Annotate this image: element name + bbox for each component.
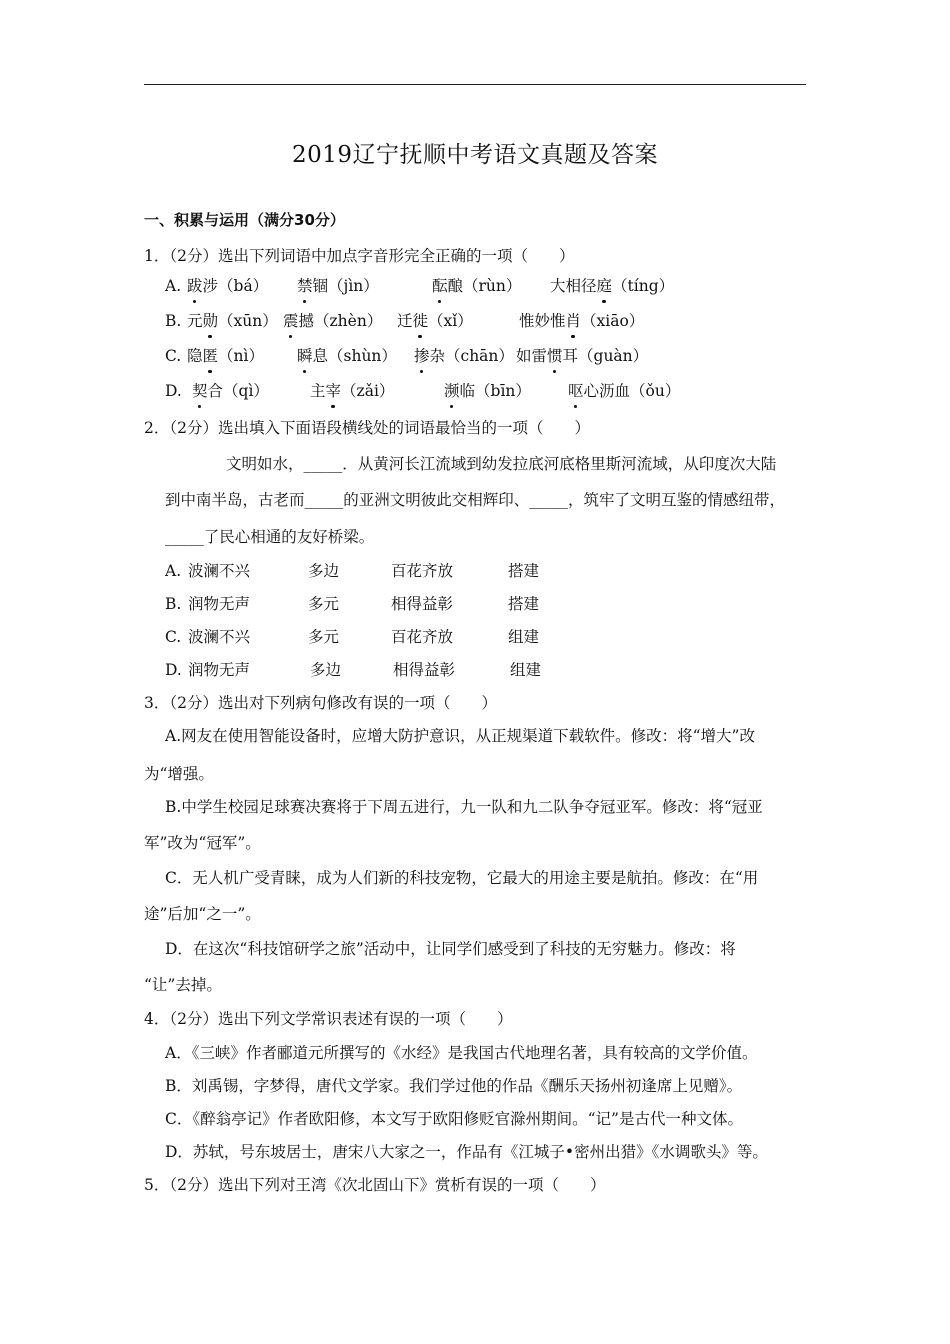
q2-passage-line2: 到中南半岛，古老而_____的亚洲文明彼此交相辉印、_____，筑牢了文明互鉴的情感纽带， bbox=[165, 491, 786, 509]
page-title: 2019辽宁抚顺中考语文真题及答案 bbox=[291, 142, 659, 168]
q2-stem: 2．（2分）选出填入下面语段横线处的词语最恰当的一项（ ） bbox=[144, 419, 590, 437]
q4-option-b: B．刘禹锡，字梦得，唐代文学家。我们学过他的作品《酬乐天扬州初逢席上见赠》。 bbox=[165, 1077, 743, 1095]
q1-c-word2: 瞬息（shùn） bbox=[297, 347, 397, 365]
q1-a-word1: 跋涉（bá） bbox=[187, 277, 269, 295]
q4-option-d: D．苏轼，号东坡居士，唐宋八大家之一，作品有《江城子•密州出猎》《水调歌头》等。 bbox=[165, 1143, 768, 1161]
q3-option-c-line2: 途”后加“之一”。 bbox=[144, 905, 261, 923]
q1-c-word1: 隐匿（nì） bbox=[187, 347, 264, 365]
q3-option-d-line2: “让”去掉。 bbox=[144, 976, 222, 994]
q1-a-word3: 酝酿（rùn） bbox=[432, 277, 522, 295]
header-rule bbox=[144, 84, 806, 85]
q3-stem: 3．（2分）选出对下列病句修改有误的一项（ ） bbox=[144, 694, 497, 712]
q5-stem: 5．（2分）选出下列对王湾《次北固山下》赏析有误的一项（ ） bbox=[144, 1176, 606, 1194]
q1-d-word4: 呕心沥血（ǒu） bbox=[568, 382, 681, 400]
q3-option-b-line2: 军”改为“冠军”。 bbox=[144, 834, 261, 852]
q1-b-word2: 震撼（zhèn） bbox=[283, 312, 383, 330]
q3-option-a-line2: 为“增强。 bbox=[144, 765, 214, 783]
q1-d-word1: 契合（qì） bbox=[192, 382, 269, 400]
q4-stem: 4．（2分）选出下列文学常识表述有误的一项（ ） bbox=[144, 1010, 513, 1028]
q4-option-a: A．《三峡》作者郦道元所撰写的《水经》是我国古代地理名著，具有较高的文学价值。 bbox=[165, 1044, 758, 1062]
q1-b-word1: 元勋（xūn） bbox=[187, 312, 278, 330]
q1-b-word4: 惟妙惟肖（xiāo） bbox=[519, 312, 645, 330]
q1-c-word3: 掺杂（chān） bbox=[414, 347, 514, 365]
q1-a-word4: 大相径庭（tíng） bbox=[550, 277, 675, 295]
q2-passage-line3: _____了民心相通的友好桥梁。 bbox=[165, 528, 375, 546]
q1-stem: 1．（2分）选出下列词语中加点字音形完全正确的一项（ ） bbox=[144, 247, 575, 265]
q1-c-word4: 如雷惯耳（guàn） bbox=[516, 347, 649, 365]
q1-d-word2: 主宰（zǎi） bbox=[310, 382, 395, 400]
q4-option-c: C．《醉翁亭记》作者欧阳修，本文写于欧阳修贬官滁州期间。“记”是古代一种文体。 bbox=[165, 1110, 743, 1128]
section-heading: 一、积累与运用（满分30分） bbox=[144, 211, 345, 229]
q1-a-word2: 禁锢（jìn） bbox=[297, 277, 379, 295]
q1-b-word3: 迁徙（xǐ） bbox=[397, 312, 473, 330]
q3-option-c-line1: C．无人机广受青睐，成为人们新的科技宠物，它最大的用途主要是航拍。修改：在“用 bbox=[165, 869, 759, 887]
q1-d-word3: 濒临（bīn） bbox=[444, 382, 531, 400]
q3-option-a-line1: A.网友在使用智能设备时，应增大防护意识，从正规渠道下载软件。修改：将“增大”改 bbox=[165, 727, 755, 745]
q3-option-d-line1: D．在这次“科技馆研学之旅”活动中，让同学们感受到了科技的无穷魅力。修改：将 bbox=[165, 940, 736, 958]
q2-passage-line1: 文明如水，_____．从黄河长江流域到幼发拉底河底格里斯河流域，从印度次大陆 bbox=[226, 455, 777, 473]
q3-option-b-line1: B.中学生校园足球赛决赛将于下周五进行，九一队和九二队争夺冠亚军。修改：将“冠亚 bbox=[165, 798, 763, 816]
